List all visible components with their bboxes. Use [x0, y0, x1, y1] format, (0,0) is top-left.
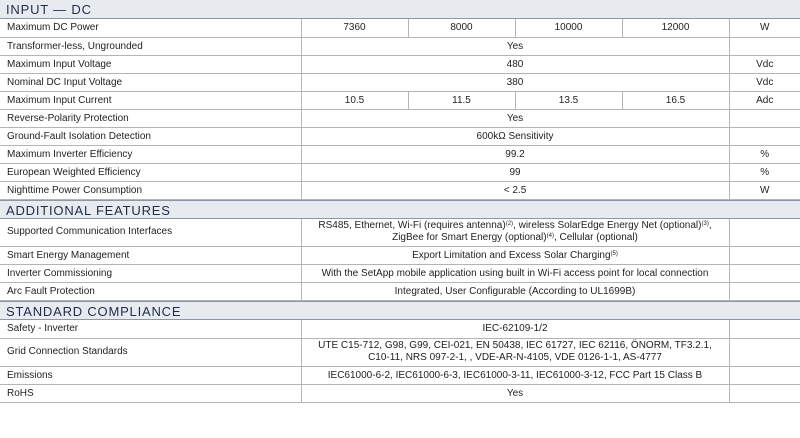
row-unit [729, 265, 800, 283]
value-text: ZigBee for Smart Energy (optional) [392, 232, 547, 244]
row-label: Maximum Inverter Efficiency [0, 145, 301, 163]
row-unit [729, 37, 800, 55]
standard-compliance-table [0, 320, 800, 403]
row-unit: Vdc [729, 73, 800, 91]
value-text: RS485, Ethernet, Wi-Fi (requires antenna) [318, 220, 506, 232]
cell-value: 11.5 [408, 91, 515, 109]
table-row [0, 109, 800, 127]
section-title-additional-features: ADDITIONAL FEATURES [0, 200, 800, 219]
cell-value: 12000 [622, 19, 729, 37]
value-text: , wireless SolarEdge Energy Net (optional) [513, 220, 702, 232]
value-text: C10-11, NRS 097-2-1, , VDE-AR-N-4105, VDE 0126-1-1, AS-4777 [368, 352, 662, 363]
row-unit [729, 247, 800, 265]
table-row [0, 91, 800, 109]
row-unit: Vdc [729, 55, 800, 73]
row-unit: % [729, 163, 800, 181]
row-unit [729, 127, 800, 145]
cell-value: With the SetApp mobile application using built in Wi-Fi access point for local connection [301, 265, 729, 283]
section-title-input-dc: INPUT — DC [0, 0, 800, 19]
row-unit [729, 219, 800, 247]
table-row [0, 265, 800, 283]
section-title-standard-compliance: STANDARD COMPLIANCE [0, 301, 800, 320]
table-row [0, 55, 800, 73]
cell-value: 600kΩ Sensitivity [301, 127, 729, 145]
row-unit [729, 366, 800, 384]
row-unit [729, 109, 800, 127]
row-unit: W [729, 19, 800, 37]
row-unit: Adc [729, 91, 800, 109]
row-label: Reverse-Polarity Protection [0, 109, 301, 127]
cell-value [301, 247, 729, 265]
footnote-marker: (5) [610, 251, 618, 257]
value-text: , Cellular (optional) [553, 232, 638, 244]
cell-value: Yes [301, 384, 729, 402]
cell-value: Yes [301, 37, 729, 55]
cell-value [301, 338, 729, 366]
row-label: Safety - Inverter [0, 320, 301, 338]
row-label: Nominal DC Input Voltage [0, 73, 301, 91]
table-row [0, 320, 800, 338]
table-row [0, 19, 800, 37]
cell-value: 10.5 [301, 91, 408, 109]
table-row [0, 247, 800, 265]
row-label: Maximum Input Current [0, 91, 301, 109]
row-unit [729, 320, 800, 338]
table-row [0, 163, 800, 181]
row-label: Transformer-less, Ungrounded [0, 37, 301, 55]
cell-value: 8000 [408, 19, 515, 37]
footnote-marker: (3) [701, 221, 709, 228]
input-dc-table [0, 19, 800, 200]
row-unit: W [729, 181, 800, 199]
row-label: Maximum DC Power [0, 19, 301, 37]
cell-value [301, 219, 729, 247]
cell-value: 7360 [301, 19, 408, 37]
cell-value: Yes [301, 109, 729, 127]
table-row [0, 127, 800, 145]
row-unit [729, 283, 800, 301]
value-text: Export Limitation and Excess Solar Charging [412, 250, 611, 261]
table-row [0, 145, 800, 163]
table-row [0, 37, 800, 55]
cell-value: 480 [301, 55, 729, 73]
row-label: Maximum Input Voltage [0, 55, 301, 73]
table-row [0, 366, 800, 384]
cell-value: 99 [301, 163, 729, 181]
row-label: Smart Energy Management [0, 247, 301, 265]
additional-features-table [0, 219, 800, 302]
table-row [0, 73, 800, 91]
cell-value: 13.5 [515, 91, 622, 109]
row-label: Supported Communication Interfaces [0, 219, 301, 247]
cell-value: 99.2 [301, 145, 729, 163]
row-label: RoHS [0, 384, 301, 402]
row-label: Ground-Fault Isolation Detection [0, 127, 301, 145]
row-unit [729, 338, 800, 366]
table-row [0, 384, 800, 402]
table-row [0, 219, 800, 247]
row-label: European Weighted Efficiency [0, 163, 301, 181]
cell-value: IEC-62109-1/2 [301, 320, 729, 338]
table-row [0, 181, 800, 199]
cell-value: 380 [301, 73, 729, 91]
row-label: Emissions [0, 366, 301, 384]
table-row [0, 338, 800, 366]
row-unit: % [729, 145, 800, 163]
cell-value: IEC61000-6-2, IEC61000-6-3, IEC61000-3-11, IEC61000-3-12, FCC Part 15 Class B [301, 366, 729, 384]
cell-value: 10000 [515, 19, 622, 37]
row-label: Grid Connection Standards [0, 338, 301, 366]
cell-value: < 2.5 [301, 181, 729, 199]
row-unit [729, 384, 800, 402]
row-label: Inverter Commissioning [0, 265, 301, 283]
footnote-marker: (2) [505, 221, 514, 228]
value-text: UTE C15-712, G98, G99, CEI-021, EN 50438, IEC 61727, IEC 62116, ÖNORM, TF3.2.1, [318, 340, 712, 351]
value-text: , [708, 220, 712, 232]
row-label: Arc Fault Protection [0, 283, 301, 301]
row-label: Nighttime Power Consumption [0, 181, 301, 199]
cell-value: Integrated, User Configurable (According to UL1699B) [301, 283, 729, 301]
footnote-marker: (4) [546, 233, 554, 240]
table-row [0, 283, 800, 301]
cell-value: 16.5 [622, 91, 729, 109]
